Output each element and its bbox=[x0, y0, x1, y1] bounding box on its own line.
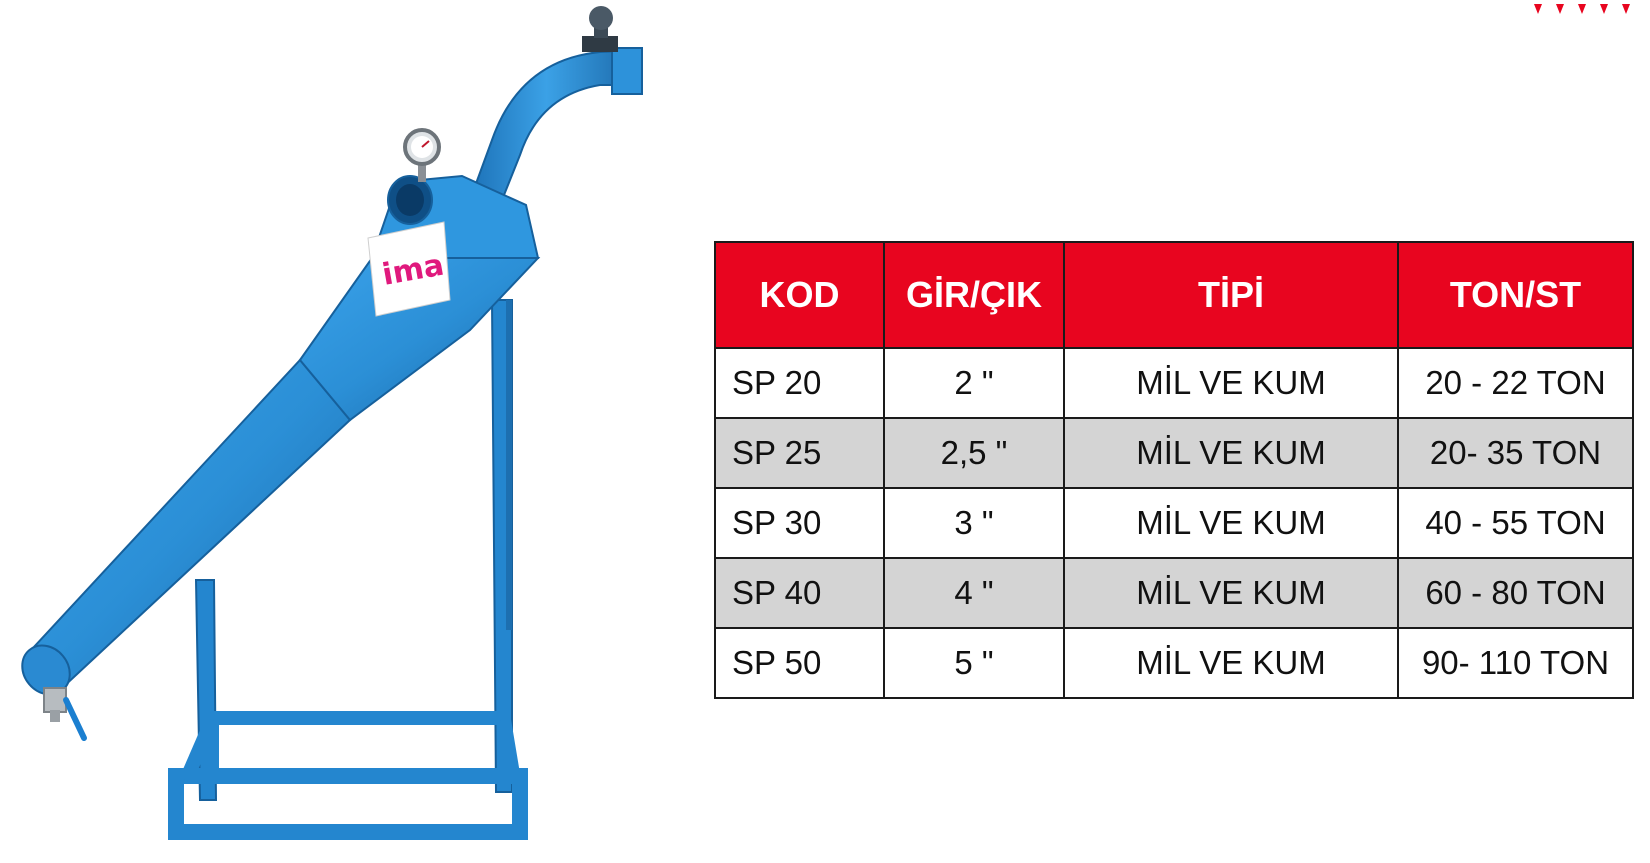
pressure-gauge-icon bbox=[405, 130, 439, 182]
cell-ton-st: 90- 110 TON bbox=[1398, 628, 1633, 698]
cell-gir-cik: 2 " bbox=[884, 348, 1064, 418]
cell-tipi: MİL VE KUM bbox=[1064, 418, 1398, 488]
cell-gir-cik: 4 " bbox=[884, 558, 1064, 628]
table-row bbox=[715, 418, 1633, 488]
cell-ton-st: 40 - 55 TON bbox=[1398, 488, 1633, 558]
cyclone-body bbox=[12, 176, 538, 704]
cell-gir-cik: 2,5 " bbox=[884, 418, 1064, 488]
cell-tipi: MİL VE KUM bbox=[1064, 628, 1398, 698]
hydrocyclone-separator-illustration bbox=[0, 0, 660, 863]
cell-kod: SP 30 bbox=[715, 488, 884, 558]
cell-tipi: MİL VE KUM bbox=[1064, 348, 1398, 418]
header-tipi: TİPİ bbox=[1064, 242, 1398, 348]
table-row bbox=[715, 628, 1633, 698]
corner-decoration bbox=[1530, 0, 1650, 20]
brand-label bbox=[368, 222, 450, 316]
table-header-row bbox=[715, 242, 1633, 348]
cell-tipi: MİL VE KUM bbox=[1064, 488, 1398, 558]
cell-gir-cik: 3 " bbox=[884, 488, 1064, 558]
cell-kod: SP 40 bbox=[715, 558, 884, 628]
air-vent-valve-icon bbox=[582, 6, 618, 52]
cell-gir-cik: 5 " bbox=[884, 628, 1064, 698]
table-row bbox=[715, 558, 1633, 628]
specification-table bbox=[714, 241, 1634, 699]
cell-ton-st: 60 - 80 TON bbox=[1398, 558, 1633, 628]
cell-ton-st: 20- 35 TON bbox=[1398, 418, 1633, 488]
cell-tipi: MİL VE KUM bbox=[1064, 558, 1398, 628]
cell-kod: SP 25 bbox=[715, 418, 884, 488]
header-gir-cik: GİR/ÇIK bbox=[884, 242, 1064, 348]
table-row bbox=[715, 348, 1633, 418]
cell-kod: SP 20 bbox=[715, 348, 884, 418]
cell-ton-st: 20 - 22 TON bbox=[1398, 348, 1633, 418]
brand-logo-text: ima bbox=[379, 247, 447, 293]
header-kod: KOD bbox=[715, 242, 884, 348]
header-ton-st: TON/ST bbox=[1398, 242, 1633, 348]
table-row bbox=[715, 488, 1633, 558]
drain-valve-icon bbox=[44, 688, 84, 738]
cell-kod: SP 50 bbox=[715, 628, 884, 698]
